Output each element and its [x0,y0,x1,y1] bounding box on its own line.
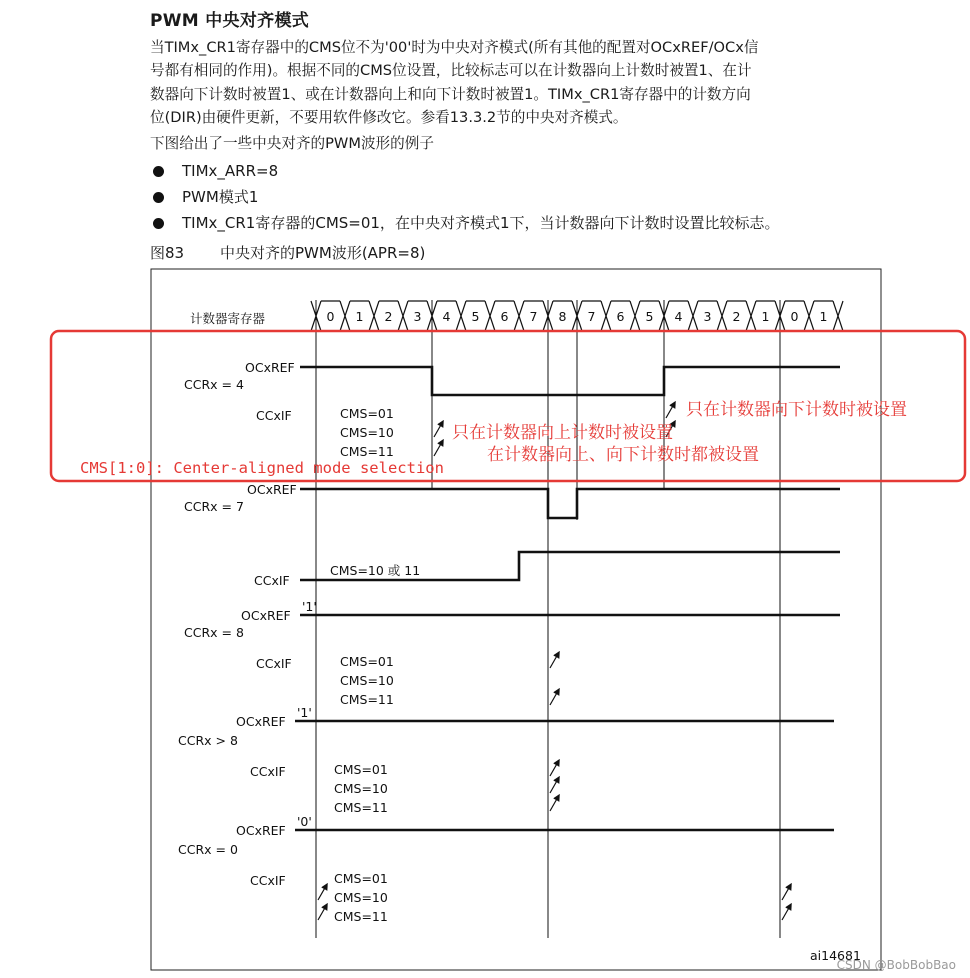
ocxref-waveform [300,367,840,395]
counter-cell-border [630,301,659,331]
flag-arrow [318,906,326,920]
figure-id: ai14681 [810,948,861,963]
cms-label: CMS=10 或 11 [330,563,421,578]
annotation-both: 在计数器向上、向下计数时都被设置 [487,445,759,465]
counter-cell-border [514,301,543,331]
figure-title: 中央对齐的PWM波形(APR=8) [220,244,426,262]
figure-number: 图83 [150,244,185,262]
bullet-text: PWM模式1 [182,188,259,206]
counter-value: 3 [413,309,422,324]
counter-cell-border [340,301,369,331]
cms-label: CMS=01 [340,654,394,669]
counter-value: 1 [761,309,770,324]
level-label: '1' [302,599,317,614]
counter-value: 8 [558,309,567,324]
counter-cell-border [369,301,398,331]
counter-value: 5 [645,309,654,324]
paragraph-line: 位(DIR)由硬件更新，不要用软件修改它。参看13.3.2节的中央对齐模式。 [150,109,628,127]
section-title: PWM 中央对齐模式 [150,11,310,31]
ccxif-label: CCxIF [256,408,292,423]
watermark: CSDN @BobBobBao [836,958,956,972]
cms-label: CMS=10 [334,890,388,905]
ccr-label: CCRx = 0 [178,842,238,857]
bullet-text: TIMx_CR1寄存器的CMS=01，在中央对齐模式1下，当计数器向下计数时设置比较标志。 [182,214,780,232]
cms-label: CMS=11 [334,909,388,924]
ocxref-label: OCxREF [247,482,297,497]
counter-cell-border [717,301,746,331]
annotation-cms-note: CMS[1:0]: Center-aligned mode selection [80,459,444,477]
flag-arrow [550,762,558,776]
paragraph-line: 当TIMx_CR1寄存器中的CMS位不为'00'时为中央对齐模式(所有其他的配置对OCxREF/OCx信 [150,39,759,56]
counter-cell-border [775,301,804,331]
ccxif-label: CCxIF [250,764,286,779]
counter-value: 6 [616,309,625,324]
cms-label: CMS=10 [340,425,394,440]
ccr-label: CCRx = 7 [184,499,244,514]
counter-value: 2 [384,309,393,324]
flag-arrow [550,797,558,811]
paragraph-line: 号都有相同的作用)。根据不同的CMS位设置，比较标志可以在计数器向上计数时被置1、在计 [150,62,752,80]
counter-cell-border [485,301,514,331]
counter-cell-border [543,301,572,331]
flag-arrow [666,404,674,418]
paragraph-line: 数器向下计数时被置1、或在计数器向上和向下计数时被置1。TIMx_CR1寄存器中的计数方向 [150,85,751,103]
counter-value: 4 [674,309,683,324]
counter-cell-border [456,301,485,331]
cms-label: CMS=11 [340,444,394,459]
level-label: '0' [297,814,312,829]
counter-cell-border [833,301,843,331]
bullet-text: TIMx_ARR=8 [182,162,279,180]
cms-label: CMS=01 [340,406,394,421]
counter-cell-border [572,301,601,331]
flag-arrow [434,423,442,437]
cms-label: CMS=11 [334,800,388,815]
counter-value: 7 [587,309,596,324]
ocxref-label: OCxREF [241,608,291,623]
counter-cell-border [659,301,688,331]
ccr-label: CCRx = 4 [184,377,244,392]
flag-arrow [782,886,790,900]
counter-value: 5 [471,309,480,324]
cms-label: CMS=10 [334,781,388,796]
counter-value: 1 [355,309,364,324]
ccxif-label: CCxIF [250,873,286,888]
flag-arrow [782,906,790,920]
counter-cell-border [398,301,427,331]
flag-arrow [550,691,558,705]
cms-label: CMS=01 [334,762,388,777]
ocxref-waveform [300,489,840,518]
counter-value: 7 [529,309,538,324]
level-label: '1' [297,705,312,720]
lead-text: 下图给出了一些中央对齐的PWM波形的例子 [150,134,434,152]
counter-register-label: 计数器寄存器 [190,311,266,326]
flag-arrow [434,442,442,456]
counter-value: 1 [819,309,828,324]
ccxif-label: CCxIF [254,573,290,588]
counter-cell-border [804,301,833,331]
counter-cell-border [311,301,340,331]
counter-cell-border [746,301,775,331]
counter-cell-border [601,301,630,331]
flag-arrow [550,654,558,668]
annotation-down-only: 只在计数器向下计数时被设置 [686,400,907,420]
cms-label: CMS=10 [340,673,394,688]
counter-cell-border [427,301,456,331]
ccr-label: CCRx > 8 [178,733,238,748]
counter-value: 0 [326,309,335,324]
counter-value: 4 [442,309,451,324]
ocxref-label: OCxREF [236,714,286,729]
counter-value: 3 [703,309,712,324]
counter-value: 0 [790,309,799,324]
ocxref-label: OCxREF [245,360,295,375]
annotation-up-only: 只在计数器向上计数时被设置 [452,423,673,443]
ccxif-label: CCxIF [256,656,292,671]
counter-value: 6 [500,309,509,324]
cms-label: CMS=01 [334,871,388,886]
counter-value: 2 [732,309,741,324]
counter-cell-border [688,301,717,331]
cms-label: CMS=11 [340,692,394,707]
ocxref-label: OCxREF [236,823,286,838]
ccr-label: CCRx = 8 [184,625,244,640]
flag-arrow [318,886,326,900]
flag-arrow [550,779,558,793]
